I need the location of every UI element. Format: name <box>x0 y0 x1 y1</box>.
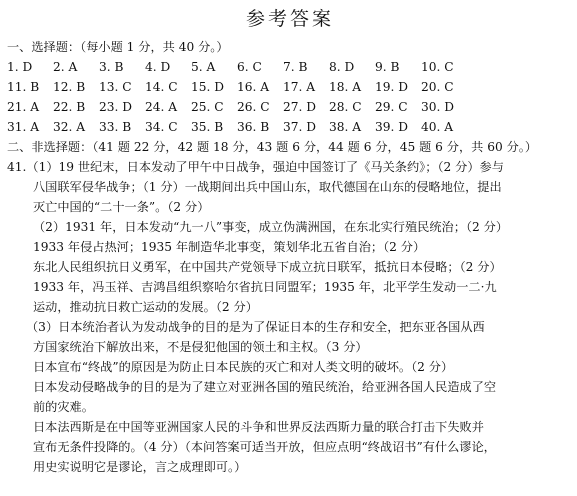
answer-line: 1933 年侵占热河；1935 年制造华北事变，策划华北五省自治；（2 分） <box>33 240 426 254</box>
answer-line: 日本法西斯是在中国等亚洲国家人民的斗争和世界反法西斯力量的联合打击下失败并 <box>33 420 484 434</box>
answer-cell: 22. B <box>53 100 86 114</box>
answer-cell: 11. B <box>7 80 40 94</box>
answer-cell: 25. C <box>191 100 224 114</box>
answer-row <box>7 97 573 117</box>
answer-line: 前的灾难。 <box>33 400 94 414</box>
section-choice <box>7 37 573 137</box>
answer-line: 用史实说明它是谬论，言之成理即可。） <box>33 460 247 474</box>
answer-row <box>7 117 573 137</box>
answer-line: 日本发动侵略战争的目的是为了建立对亚洲各国的殖民统治，给亚洲各国人民造成了空 <box>33 380 497 394</box>
answer-cell: 15. D <box>191 80 225 94</box>
answer-cell: 35. B <box>191 120 224 134</box>
answer-line: 灭亡中国的“二十一条”。（2 分） <box>33 200 210 214</box>
answer-cell: 28. C <box>329 100 362 114</box>
answer-cell: 16. A <box>237 80 270 94</box>
answer-line: （2）1931 年，日本发动“九一八”事变，成立伪满洲国，在东北实行殖民统治；（2 分） <box>33 220 509 234</box>
answer-cell: 36. B <box>237 120 270 134</box>
answer-line: 方国家统治下解放出来，不是侵犯他国的领土和主权。（3 分） <box>33 340 368 354</box>
answer-cell: 31. A <box>7 120 40 134</box>
answer-line: 宣布无条件投降的。（4 分）（本问答案可适当开放，但应点明“终战诏书”有什么谬论， <box>33 440 496 454</box>
answer-row <box>7 57 573 77</box>
answer-cell: 29. C <box>375 100 408 114</box>
answer-cell: 24. A <box>145 100 178 114</box>
answer-line: 东北人民组织抗日义勇军，在中国共产党领导下成立抗日联军，抵抗日本侵略；（2 分） <box>33 260 502 274</box>
answer-cell: 21. A <box>7 100 40 114</box>
answer-cell: 4. D <box>145 60 171 74</box>
answer-cell: 37. D <box>283 120 317 134</box>
answer-cell: 18. A <box>329 80 362 94</box>
choice-answer-grid <box>7 57 573 137</box>
answer-cell: 20. C <box>421 80 454 94</box>
answer-cell: 14. C <box>145 80 178 94</box>
answer-cell: 27. D <box>283 100 317 114</box>
answer-cell: 40. A <box>421 120 454 134</box>
answer-cell: 8. D <box>329 60 355 74</box>
answer-cell: 19. D <box>375 80 409 94</box>
page-title: 参考答案 <box>245 8 334 30</box>
answer-cell: 32. A <box>53 120 86 134</box>
answer-line: 1933 年，冯玉祥、吉鸿昌组织察哈尔省抗日同盟军；1935 年，北平学生发动一二·九 <box>33 280 497 294</box>
answer-cell: 17. A <box>283 80 316 94</box>
answer-cell: 38. A <box>329 120 362 134</box>
answer-row <box>7 77 573 97</box>
answer-cell: 34. C <box>145 120 178 134</box>
answer-cell: 9. B <box>375 60 400 74</box>
answer-line: 运动，推动抗日救亡运动的发展。（2 分） <box>33 300 258 314</box>
section-choice-heading: 一、选择题：（每小题 1 分，共 40 分。） <box>7 40 229 54</box>
answer-cell: 6. C <box>237 60 262 74</box>
answer-cell: 33. B <box>99 120 132 134</box>
answer-cell: 13. C <box>99 80 132 94</box>
answer-line: 日本宣布“终战”的原因是为防止日本民族的灭亡和对人类文明的破坏。（2 分） <box>33 360 454 374</box>
answer-cell: 30. D <box>421 100 455 114</box>
answer-line: （3）日本统治者认为发动战争的目的是为了保证日本的生存和安全，把东亚各国从西 <box>26 320 485 334</box>
section-open <box>7 137 573 477</box>
answer-cell: 23. D <box>99 100 133 114</box>
answer-line: 41.（1）19 世纪末，日本发动了甲午中日战争，强迫中国签订了《马关条约》；（2 分）参与 <box>7 160 504 174</box>
answer-cell: 2. A <box>53 60 78 74</box>
section-open-heading: 二、非选择题：（41 题 22 分，42 题 18 分，43 题 6 分，44 题 6 分，45 题 6 分，共 60 分。） <box>7 140 538 154</box>
answer-cell: 10. C <box>421 60 454 74</box>
answer-cell: 7. B <box>283 60 308 74</box>
answer-line: 八国联军侵华战争；（1 分）一战期间出兵中国山东，取代德国在山东的侵略地位，提出 <box>33 180 502 194</box>
answer-cell: 26. C <box>237 100 270 114</box>
answer-cell: 39. D <box>375 120 409 134</box>
answer-cell: 12. B <box>53 80 86 94</box>
answer-cell: 1. D <box>7 60 33 74</box>
answer-cell: 5. A <box>191 60 216 74</box>
answer-cell: 3. B <box>99 60 124 74</box>
